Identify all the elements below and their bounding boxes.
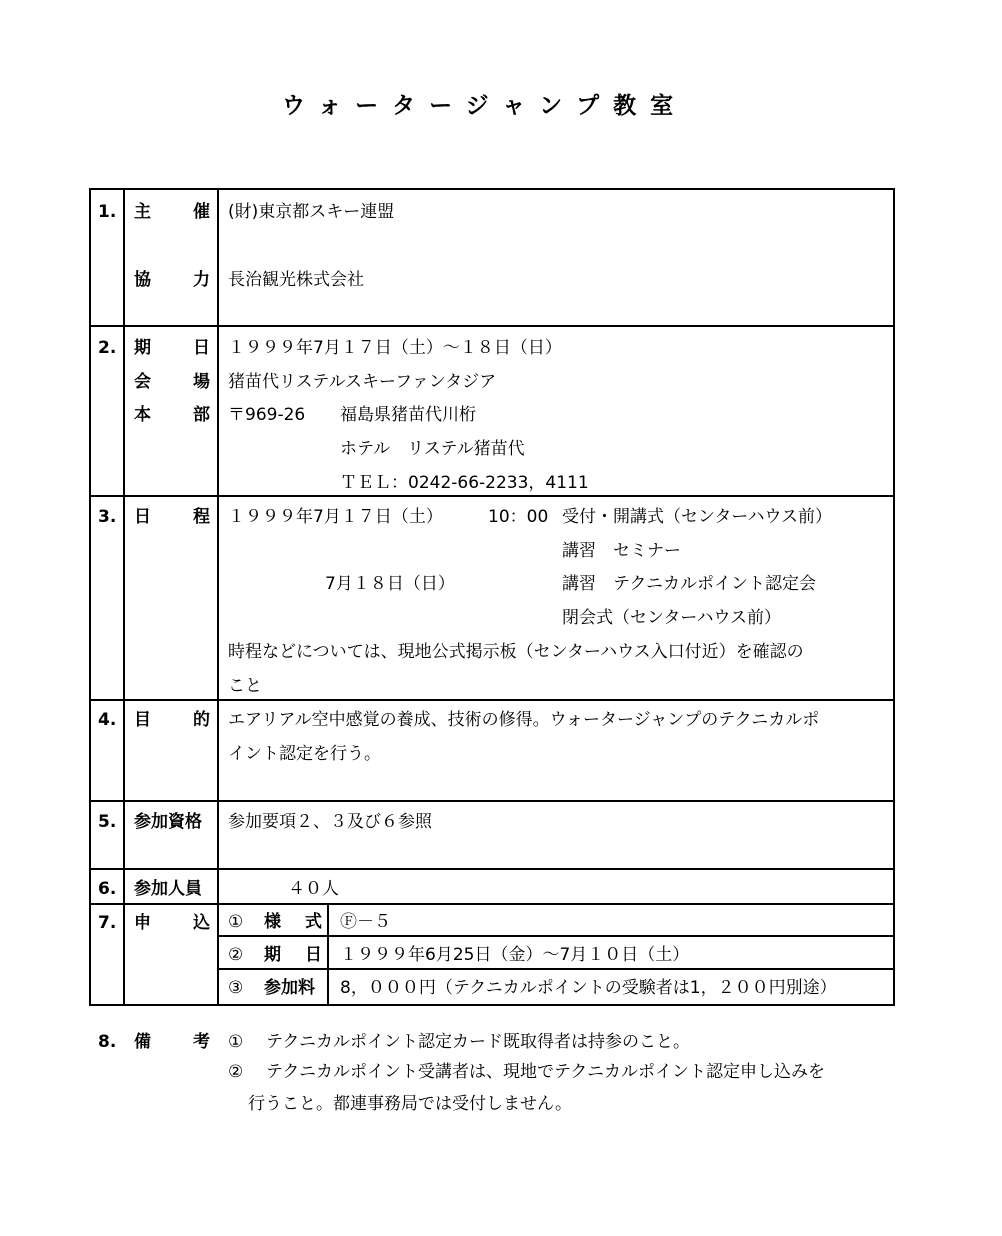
section-number: 1. [98,202,117,222]
app-row-value: １９９９年6月25日（金）～7月１０日（土） [340,945,690,965]
section-number: 3. [98,507,117,527]
page-title: ウォータージャンプ教室 [282,93,688,119]
schedule-note: こと [228,676,262,696]
label-capacity: 参加人員 [134,879,202,899]
schedule-day1-date: １９９９年7月１７日（土） [228,507,443,527]
app-row-value: 8，０００円（テクニカルポイントの受験者は1，２００円別途） [340,978,837,998]
table-divider [89,800,893,802]
section-number: 2. [98,338,117,358]
label-date: 期 日 [134,338,210,358]
table-divider [217,935,893,937]
label-purpose: 目 的 [134,710,210,730]
schedule-item: 講習 テクニカルポイント認定会 [562,574,816,594]
schedule-item: 閉会式（センターハウス前） [562,608,781,628]
address-line: ＴＥＬ：0242-66-2233，4111 [340,473,589,493]
app-row-label: 参加料 [264,978,315,998]
app-row-mark: ③ [228,978,244,998]
value-eligibility: 参加要項２、３及び６参照 [228,812,432,832]
purpose-line: イント認定を行う。 [228,744,381,764]
value-cooperation: 長治観光株式会社 [228,270,364,290]
value-date: １９９９年7月１７日（土）～１８日（日） [228,338,562,358]
label-eligibility: 参加資格 [134,812,202,832]
app-row-label: 様 式 [264,912,322,932]
address-line: 福島県猪苗代川桁 [340,405,476,425]
section-number: 6. [98,879,117,899]
table-divider [89,903,893,905]
value-capacity: ４０人 [288,879,339,899]
app-row-value: Ⓕ－５ [340,912,391,932]
label-schedule: 日 程 [134,507,210,527]
table-divider [89,699,893,701]
remark-mark: ① [228,1032,244,1052]
section-number: 7. [98,913,117,933]
address-line: ホテル リステル猪苗代 [340,439,525,459]
label-cooperation: 協 力 [134,270,210,290]
table-divider [89,495,893,497]
label-organizer: 主 催 [134,202,210,222]
table-divider [217,968,893,970]
schedule-item: 講習 セミナー [562,541,681,561]
section-number: 5. [98,812,117,832]
purpose-line: エアリアル空中感覚の養成、技術の修得。ウォータージャンプのテクニカルポ [228,710,820,730]
section-number: 4. [98,710,117,730]
schedule-day1-time: 10：00 [488,507,549,527]
table-divider [89,325,893,327]
remark-text: テクニカルポイント受講者は、現地でテクニカルポイント認定申し込みを [266,1062,825,1082]
table-divider [89,868,893,870]
remark-text: テクニカルポイント認定カード既取得者は持参のこと。 [266,1032,690,1052]
app-row-mark: ① [228,912,244,932]
table-divider [123,188,125,1004]
label-application: 申 込 [134,913,210,933]
value-venue: 猪苗代リステルスキーファンタジア [228,372,497,392]
table-divider [327,903,329,1004]
remark-continuation: 行うこと。都連事務局では受付しません。 [248,1094,573,1114]
section-number: 8. [98,1032,117,1052]
schedule-day2-date: 7月１８日（日） [325,574,455,594]
schedule-note: 時程などについては、現地公式掲示板（センターハウス入口付近）を確認の [228,642,804,662]
app-row-label: 期 日 [264,945,322,965]
remark-mark: ② [228,1062,244,1082]
app-row-mark: ② [228,945,244,965]
value-postal-code: 〒969-26 [228,405,306,425]
form-table [89,188,895,1006]
label-headquarters: 本 部 [134,405,210,425]
schedule-item: 受付・開講式（センターハウス前） [562,507,832,527]
value-organizer: (財)東京都スキー連盟 [228,202,395,222]
label-remarks: 備 考 [134,1032,210,1052]
label-venue: 会 場 [134,372,210,392]
table-divider [217,188,219,1004]
